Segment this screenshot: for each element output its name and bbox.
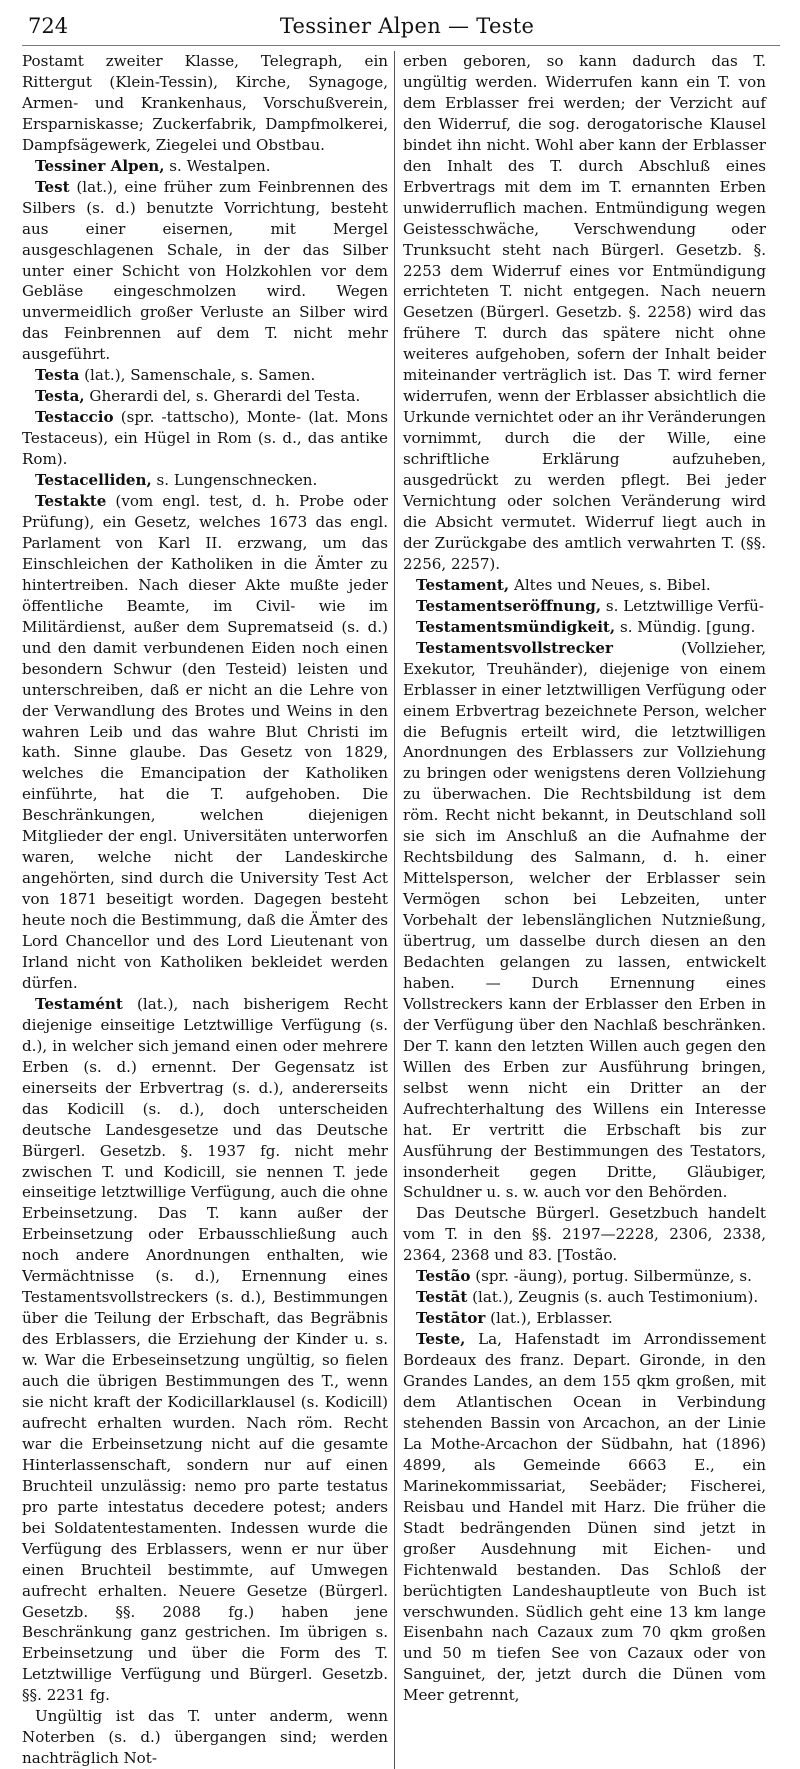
entry-paragraph — [403, 1308, 766, 1329]
entry-paragraph — [22, 407, 388, 470]
entry-text: Das Deutsche Bürgerl. Gesetzbuch handelt vom T. in den §§. 2197—2228, 2306, 2338, 2364, 2368 und 83. [Tostão. — [403, 1204, 766, 1265]
entry-headword: Testamént — [35, 994, 123, 1013]
entry-text: Altes und Neues, s. Bibel. — [509, 575, 711, 594]
entry-paragraph — [403, 596, 766, 617]
entry-text: (lat.), Samenschale, s. Samen. — [79, 366, 316, 385]
entry-paragraph — [22, 470, 388, 491]
entry-text: (spr. -tattscho), Monte- (lat. Mons Testaceus), ein Hügel in Rom (s. d., das antike Rom). — [22, 408, 388, 469]
left-column — [22, 51, 394, 1769]
entry-text: (lat.), eine früher zum Feinbrennen des Silbers (s. d.) benutzte Vorrichtung, besteht aus einer eisernen, mit Mergel ausgeschlagenen Schale, in der das Silber unter einer Schicht von Holzkohlen vor dem Gebläse eingeschmolzen wird. Wegen unvermeidlich großer Verluste an Silber wird das Feinbrennen auf dem T. nicht mehr ausgeführt. — [22, 177, 388, 364]
entry-text: Postamt zweiter Klasse, Telegraph, ein Rittergut (Klein-Tessin), Kirche, Synagoge, Armen- und Krankenhaus, Vorschußverein, Ersparniskasse; Zuckerfabrik, Dampfmolkerei, Dampfsägewerk, Ziegelei und Obstbau. — [22, 52, 388, 154]
entry-text: (Vollzieher, Exekutor, Treuhänder), diejenige von einem Erblasser in einer letztwilligen Verfügung oder einem Erbvertrag bezeichnete Person, welcher die Befugnis erteilt wird, die letztwilligen Anordnungen des Erblassers zur Vollziehung zu bringen oder wenigstens deren Vollziehung zu überwachen. Die Rechtsbildung ist dem röm. Recht nicht bekannt, in Deutschland soll sie sich im Anschluß an die Aufnahme der Rechtsbildung des Salmann, d. h. einer Mittelsperson, welcher der Erblasser sein Vermögen schon bei Lebzeiten, unter Vorbehalt der lebenslänglichen Nutznießung, übertrug, um dasselbe durch diesen an den Bedachten gelangen zu lassen, entwickelt haben. — Durch Ernennung eines Vollstreckers kann der Erblasser den Erben in der Verfügung über den Nachlaß beschränken. Der T. kann den letzten Willen auch gegen den Willen des Erben zur Ausführung bringen, selbst wenn nicht ein Dritter an der Aufrechterhaltung des Willens ein Interesse hat. Er vertritt die Erbschaft bis zur Ausführung der Bestimmungen des Testators, insonderheit gegen Dritte, Gläubiger, Schuldner u. s. w. auch vor den Behörden. — [403, 638, 766, 1202]
entry-headword: Testament, — [416, 575, 510, 594]
entry-paragraph — [22, 1706, 388, 1769]
entry-paragraph — [22, 491, 388, 994]
entry-headword: Testão — [416, 1267, 471, 1286]
right-column — [394, 51, 766, 1769]
entry-text: Ungültig ist das T. unter anderm, wenn Noterben (s. d.) übergangen sind; werden nachträglich Not- — [22, 1707, 388, 1768]
entry-paragraph — [403, 51, 766, 575]
entry-paragraph — [403, 575, 766, 596]
entry-paragraph — [403, 617, 766, 638]
entry-paragraph — [22, 177, 388, 366]
entry-headword: Testa — [35, 366, 80, 385]
entry-paragraph — [22, 386, 388, 407]
entry-headword: Testātor — [416, 1309, 486, 1328]
entry-text: (spr. -äung), portug. Silbermünze, s. — [470, 1267, 752, 1286]
entry-headword: Testakte — [35, 492, 107, 511]
entry-headword: Testa, — [35, 387, 85, 406]
entry-paragraph — [22, 156, 388, 177]
entry-headword: Tessiner Alpen, — [35, 156, 165, 175]
entry-text: s. Letztwillige Verfü- — [601, 596, 764, 615]
entry-paragraph — [22, 51, 388, 156]
entry-text: (vom engl. test, d. h. Probe oder Prüfung), ein Gesetz, welches 1673 das engl. Parlament von Karl II. erzwang, um das Einschleichen der Katholiken in die Ämter zu hintertreiben. Nach dieser Akte mußte jeder öffentliche Beamte, im Civil- wie im Militärdienst, außer dem Suprematseid (s. d.) und den damit verbundenen Eiden noch einen besondern Schwur (den Testeid) leisten und unterschreiben, daß er nicht an die Lehre von der Verwandlung des Brotes und Weins in den wahren Leib und das wahre Blut Christi im kath. Sinne glaube. Das Gesetz von 1829, welches die Emancipation der Katholiken einführte, hat die T. aufgehoben. Die Beschränkungen, welchen diejenigen Mitglieder der engl. Universitäten unterworfen waren, welche nicht der Landeskirche angehörten, sind durch die University Test Act von 1871 beseitigt worden. Dagegen besteht heute noch die Bestimmung, daß die Ämter des Lord Chancellor und des Lord Lieutenant von Irland nicht von Katholiken bekleidet werden dürfen. — [22, 492, 388, 992]
entry-paragraph — [22, 365, 388, 386]
entry-headword: Testāt — [416, 1288, 468, 1307]
entry-paragraph — [403, 1329, 766, 1706]
entry-paragraph — [403, 638, 766, 1204]
page-number: 724 — [28, 14, 69, 38]
entry-paragraph — [403, 1266, 766, 1287]
entry-headword: Testacelliden, — [35, 471, 152, 490]
running-title: Tessiner Alpen — Teste — [279, 14, 535, 38]
entry-text: erben geboren, so kann dadurch das T. ungültig werden. Widerrufen kann ein T. von dem Erblasser frei werden; der Verzicht auf den Widerruf, die sog. derogatorische Klausel bindet ihn nicht. Wohl aber kann der Erblasser den Inhalt des T. durch Abschluß eines Erbvertrags mit dem im T. ernannten Erben unwiderruflich machen. Entmündigung wegen Geistesschwäche, Verschwendung oder Trunksucht steht nach Bürgerl. Gesetzb. §. 2253 dem Widerruf eines vor Entmündigung errichteten T. nicht entgegen. Nach neuern Gesetzen (Bürgerl. Gesetzb. §. 2258) wird das frühere T. durch das spätere nicht ohne weiteres aufgehoben, sofern der Inhalt beider miteinander verträglich ist. Das T. wird ferner widerrufen, wenn der Erblasser absichtlich die Urkunde vernichtet oder an ihr Veränderungen vornimmt, durch die der Wille, eine schriftliche Erklärung aufzuheben, ausgedrückt zu werden pflegt. Bei jeder Vernichtung oder solchen Veränderung wird die Absicht vermutet. Widerruf liegt auch in der Zurückgabe des amtlich verwahrten T. (§§. 2256, 2257). — [403, 52, 766, 573]
entry-text: La, Hafenstadt im Arrondissement Bordeaux des franz. Depart. Gironde, in den Grandes Landes, an dem 155 qkm großen, mit dem Atlantischen Ocean in Verbindung stehenden Bassin von Arcachon, an der Linie La Mothe-Arcachon der Südbahn, hat (1896) 4899, als Gemeinde 6663 E., ein Marinekommissariat, Seebäder; Fischerei, Reisbau und Handel mit Harz. Die früher die Stadt bedrängenden Dünen sind jetzt in großer Ausdehnung mit Eichen- und Fichtenwald bestanden. Das Schloß der berüchtigten Landeshauptleute von Buch ist verschwunden. Südlich geht eine 13 km lange Eisenbahn nach Cazaux zum 70 qkm großen und 50 m tiefen See von Cazaux oder von Sanguinet, der, jetzt durch die Dünen vom Meer getrennt, — [403, 1330, 766, 1705]
entry-text: (lat.), nach bisherigem Recht diejenige einseitige Letztwillige Verfügung (s. d.), in welcher sich jemand einen oder mehrere Erben (s. d.) ernennt. Der Gegensatz ist einerseits der Erbvertrag (s. d.), andererseits das Kodicill (s. d.), doch unterscheiden deutsche Landesgesetze und das Deutsche Bürgerl. Gesetzb. §. 1937 fg. nicht mehr zwischen T. und Kodicill, sie nennen T. jede einseitige letztwillige Verfügung, auch die ohne Erbeinsetzung. Das T. kann außer der Erbeinsetzung oder Erbausschließung auch noch andere Anordnungen enthalten, wie Vermächtnisse (s. d.), Ernennung eines Testamentsvollstreckers (s. d.), Bestimmungen über die Teilung der Erbschaft, das Begräbnis des Erblassers, die Erziehung der Kinder u. s. w. War die Erbeseinsetzung ungültig, so fielen auch die übrigen Bestimmungen des T., wenn sie nicht kraft der Kodicillarklausel (s. Kodicill) aufrecht erhalten wurden. Nach röm. Recht war die Erbeinsetzung nicht auf die gesamte Hinterlassenschaft, sondern nur auf einen Bruchteil unzulässig: nemo pro parte testatus pro parte intestatus decedere potest; anders bei Soldatentestamenten. Indessen wurde die Verfügung des Erblassers, wenn er nur über einen Bruchteil bestimmte, auf Umwegen aufrecht erhalten. Neuere Gesetze (Bürgerl. Gesetzb. §§. 2088 fg.) haben jene Beschränkung ganz gestrichen. Im übrigen s. Erbeinsetzung und über die Form des T. Letztwillige Verfügung und Bürgerl. Gesetzb. §§. 2231 fg. — [22, 994, 388, 1705]
entry-headword: Testamentsvollstrecker — [416, 638, 613, 657]
entry-headword: Test — [35, 177, 70, 196]
entry-text: (lat.), Zeugnis (s. auch Testimonium). — [467, 1288, 759, 1307]
page-header — [22, 14, 780, 46]
entry-text: s. Mündig. [gung. — [615, 617, 756, 636]
entry-headword: Testaccio — [35, 408, 114, 427]
entry-paragraph — [22, 994, 388, 1706]
entry-text: s. Westalpen. — [164, 156, 271, 175]
entry-text: (lat.), Erblasser. — [485, 1309, 613, 1328]
entry-text: s. Lungenschnecken. — [151, 471, 318, 490]
entry-paragraph — [403, 1203, 766, 1266]
entry-headword: Testamentseröffnung, — [416, 596, 602, 615]
entry-headword: Testamentsmündigkeit, — [416, 617, 616, 636]
entry-paragraph — [403, 1287, 766, 1308]
text-columns — [22, 51, 780, 1769]
entry-headword: Teste, — [416, 1330, 466, 1349]
entry-text: Gherardi del, s. Gherardi del Testa. — [84, 387, 361, 406]
